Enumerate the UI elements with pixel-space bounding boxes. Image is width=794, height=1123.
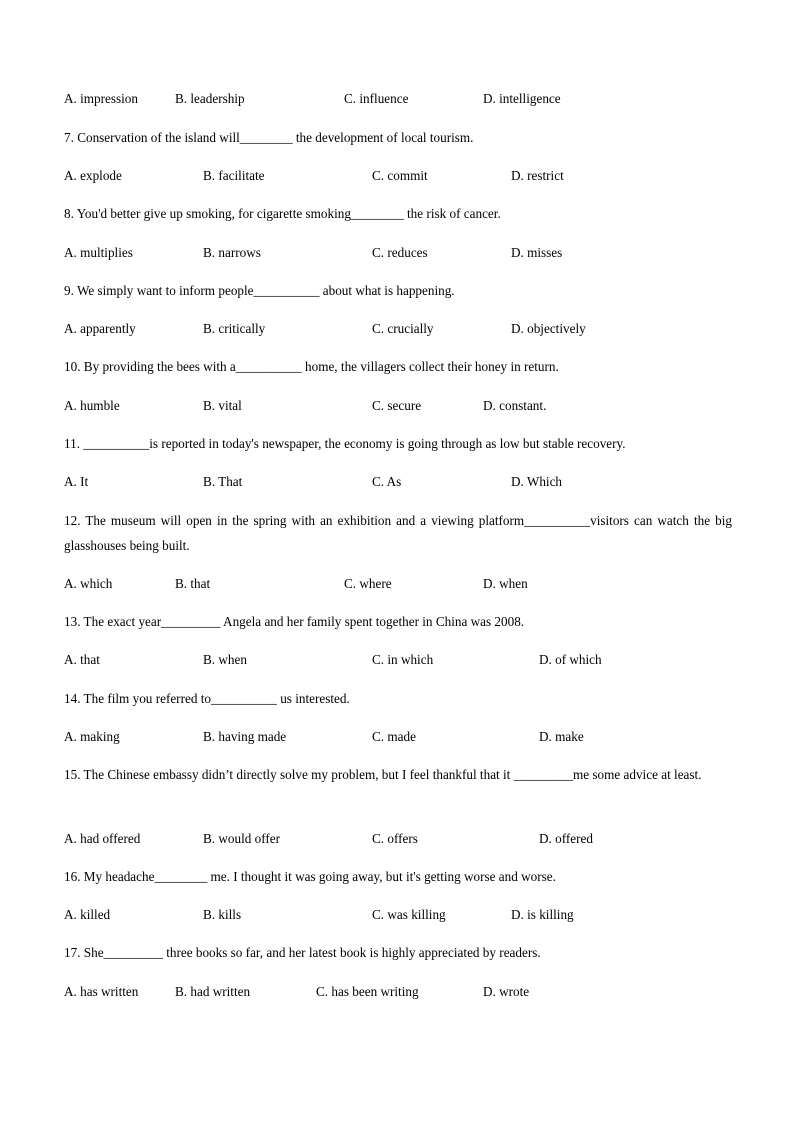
- q10-option-d: D. constant.: [483, 398, 547, 413]
- q14-option-d: D. make: [539, 729, 584, 744]
- q7-option-d: D. restrict: [511, 168, 564, 183]
- q6-option-b: B. leadership: [175, 91, 245, 106]
- q9-option-a: A. apparently: [64, 321, 136, 336]
- q6-option-d: D. intelligence: [483, 91, 561, 106]
- q16-option-a: A. killed: [64, 907, 111, 922]
- question-11-stem: 11. __________is reported in today's newspaper, the economy is going through as low but stable recovery.: [64, 436, 626, 451]
- q16-option-b: B. kills: [203, 907, 242, 922]
- q9-option-c: C. crucially: [372, 321, 434, 336]
- q13-option-a: A. that: [64, 652, 100, 667]
- q11-option-d: D. Which: [511, 474, 563, 489]
- q13-option-b: B. when: [203, 652, 247, 667]
- q11-option-a: A. It: [64, 474, 89, 489]
- q8-option-d: D. misses: [511, 245, 563, 260]
- question-15-stem: 15. The Chinese embassy didn’t directly solve my problem, but I feel thankful that it _________me some advice at least.: [64, 767, 702, 782]
- question-17-stem: 17. She_________ three books so far, and her latest book is highly appreciated by readers.: [64, 945, 541, 960]
- q7-option-b: B. facilitate: [203, 168, 265, 183]
- question-12-stem: 12. The museum will open in the spring with an exhibition and a viewing platform__________visitors can watch the big glasshouses being built.: [64, 513, 732, 553]
- q17-option-a: A. has written: [64, 984, 139, 999]
- q13-option-c: C. in which: [372, 652, 434, 667]
- question-13-stem: 13. The exact year_________ Angela and her family spent together in China was 2008.: [64, 614, 525, 629]
- q12-option-b: B. that: [175, 576, 211, 591]
- q8-option-a: A. multiplies: [64, 245, 133, 260]
- q16-option-d: D. is killing: [511, 907, 574, 922]
- q12-option-d: D. when: [483, 576, 528, 591]
- question-10-stem: 10. By providing the bees with a__________ home, the villagers collect their honey in return.: [64, 359, 559, 374]
- q8-option-c: C. reduces: [372, 245, 428, 260]
- question-8-stem: 8. You'd better give up smoking, for cigarette smoking________ the risk of cancer.: [64, 206, 501, 221]
- q7-option-c: C. commit: [372, 168, 428, 183]
- q8-option-b: B. narrows: [203, 245, 261, 260]
- q14-option-c: C. made: [372, 729, 416, 744]
- q13-option-d: D. of which: [539, 652, 602, 667]
- q6-option-c: C. influence: [344, 91, 409, 106]
- q14-option-b: B. having made: [203, 729, 287, 744]
- q11-option-b: B. That: [203, 474, 243, 489]
- q15-option-d: D. offered: [539, 831, 593, 846]
- q15-option-c: C. offers: [372, 831, 418, 846]
- q9-option-d: D. objectively: [511, 321, 586, 336]
- q10-option-c: C. secure: [372, 398, 422, 413]
- q14-option-a: A. making: [64, 729, 120, 744]
- question-9-stem: 9. We simply want to inform people__________ about what is happening.: [64, 283, 455, 298]
- q9-option-b: B. critically: [203, 321, 266, 336]
- q6-option-a: A. impression: [64, 91, 138, 106]
- q7-option-a: A. explode: [64, 168, 122, 183]
- q15-option-a: A. had offered: [64, 831, 141, 846]
- question-14-stem: 14. The film you referred to__________ us interested.: [64, 691, 350, 706]
- q11-option-c: C. As: [372, 474, 402, 489]
- q10-option-a: A. humble: [64, 398, 120, 413]
- q15-option-b: B. would offer: [203, 831, 281, 846]
- q10-option-b: B. vital: [203, 398, 242, 413]
- question-7-stem: 7. Conservation of the island will________ the development of local tourism.: [64, 130, 474, 145]
- question-16-stem: 16. My headache________ me. I thought it was going away, but it's getting worse and worse.: [64, 869, 556, 884]
- q12-option-c: C. where: [344, 576, 392, 591]
- q16-option-c: C. was killing: [372, 907, 446, 922]
- q17-option-d: D. wrote: [483, 984, 530, 999]
- q12-option-a: A. which: [64, 576, 113, 591]
- q17-option-b: B. had written: [175, 984, 251, 999]
- q17-option-c: C. has been writing: [316, 984, 419, 999]
